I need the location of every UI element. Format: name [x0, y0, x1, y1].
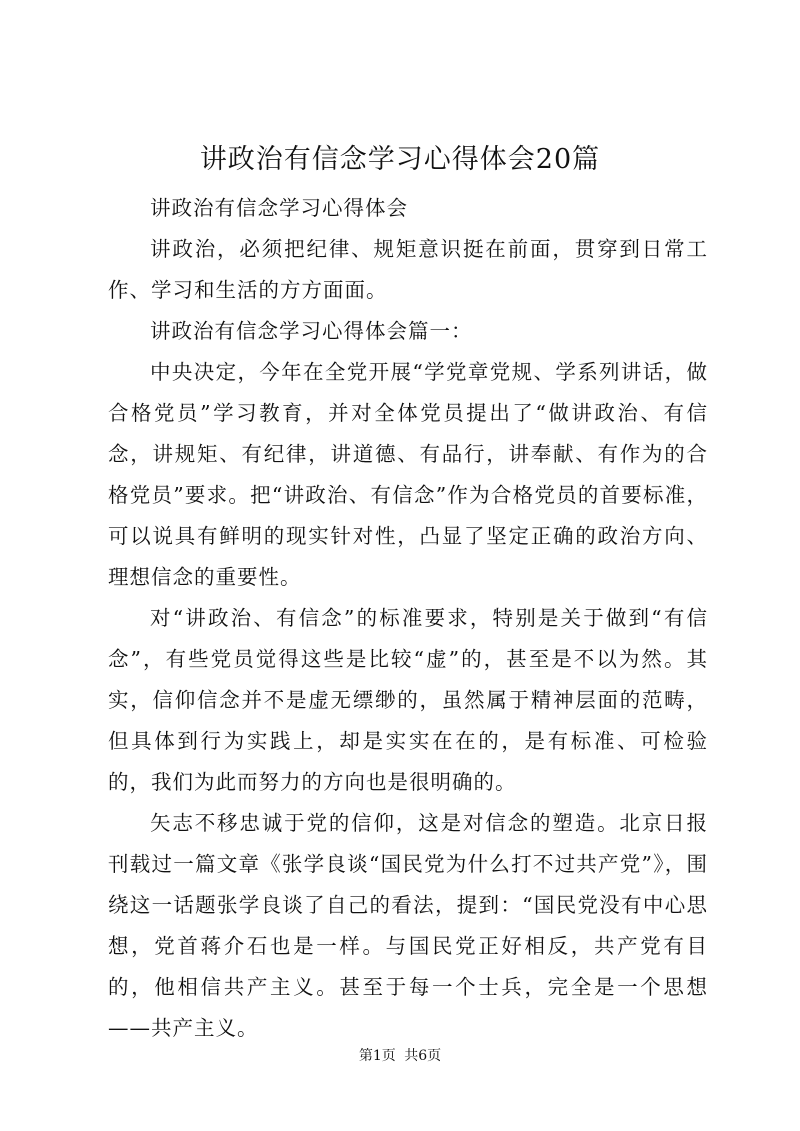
document-body	[108, 188, 708, 1049]
document-title: 讲政治有信念学习心得体会20篇	[199, 144, 601, 175]
paragraph-body-1: 中央决定，今年在全党开展“学党章党规、学系列讲话，做合格党员”学习教育，并对全体党员提出了“做讲政治、有信念，讲规矩、有纪律，讲道德、有品行，讲奉献、有作为的合格党员”要求。把“讲政治、有信念”作为合格党员的首要标准，可以说具有鲜明的现实针对性，凸显了坚定正确的政治方向、理想信念的重要性。	[108, 360, 708, 589]
page-total: 共6页	[404, 1048, 442, 1064]
paragraph-section-heading: 讲政治有信念学习心得体会篇一：	[150, 319, 473, 343]
paragraph-subtitle: 讲政治有信念学习心得体会	[150, 196, 408, 220]
paragraph-intro: 讲政治，必须把纪律、规矩意识挺在前面，贯穿到日常工作、学习和生活的方方面面。	[108, 237, 708, 302]
page-footer	[0, 1046, 800, 1066]
page-number: 第1页	[358, 1048, 396, 1064]
paragraph-body-2: 对“讲政治、有信念”的标准要求，特别是关于做到“有信念”，有些党员觉得这些是比较“虚”的，甚至是不以为然。其实，信仰信念并不是虚无缥缈的，虽然属于精神层面的范畴，但具体到行为实践上，却是实实在在的，是有标准、可检验的，我们为此而努力的方向也是很明确的。	[108, 606, 708, 794]
paragraph-body-3: 矢志不移忠诚于党的信仰，这是对信念的塑造。北京日报刊载过一篇文章《张学良谈“国民党为什么打不过共产党”》，围绕这一话题张学良谈了自己的看法，提到：“国民党没有中心思想，党首蒋介石也是一样。与国民党正好相反，共产党有目的，他相信共产主义。甚至于每一个士兵，完全是一个思想——共产主义。	[108, 811, 708, 1040]
